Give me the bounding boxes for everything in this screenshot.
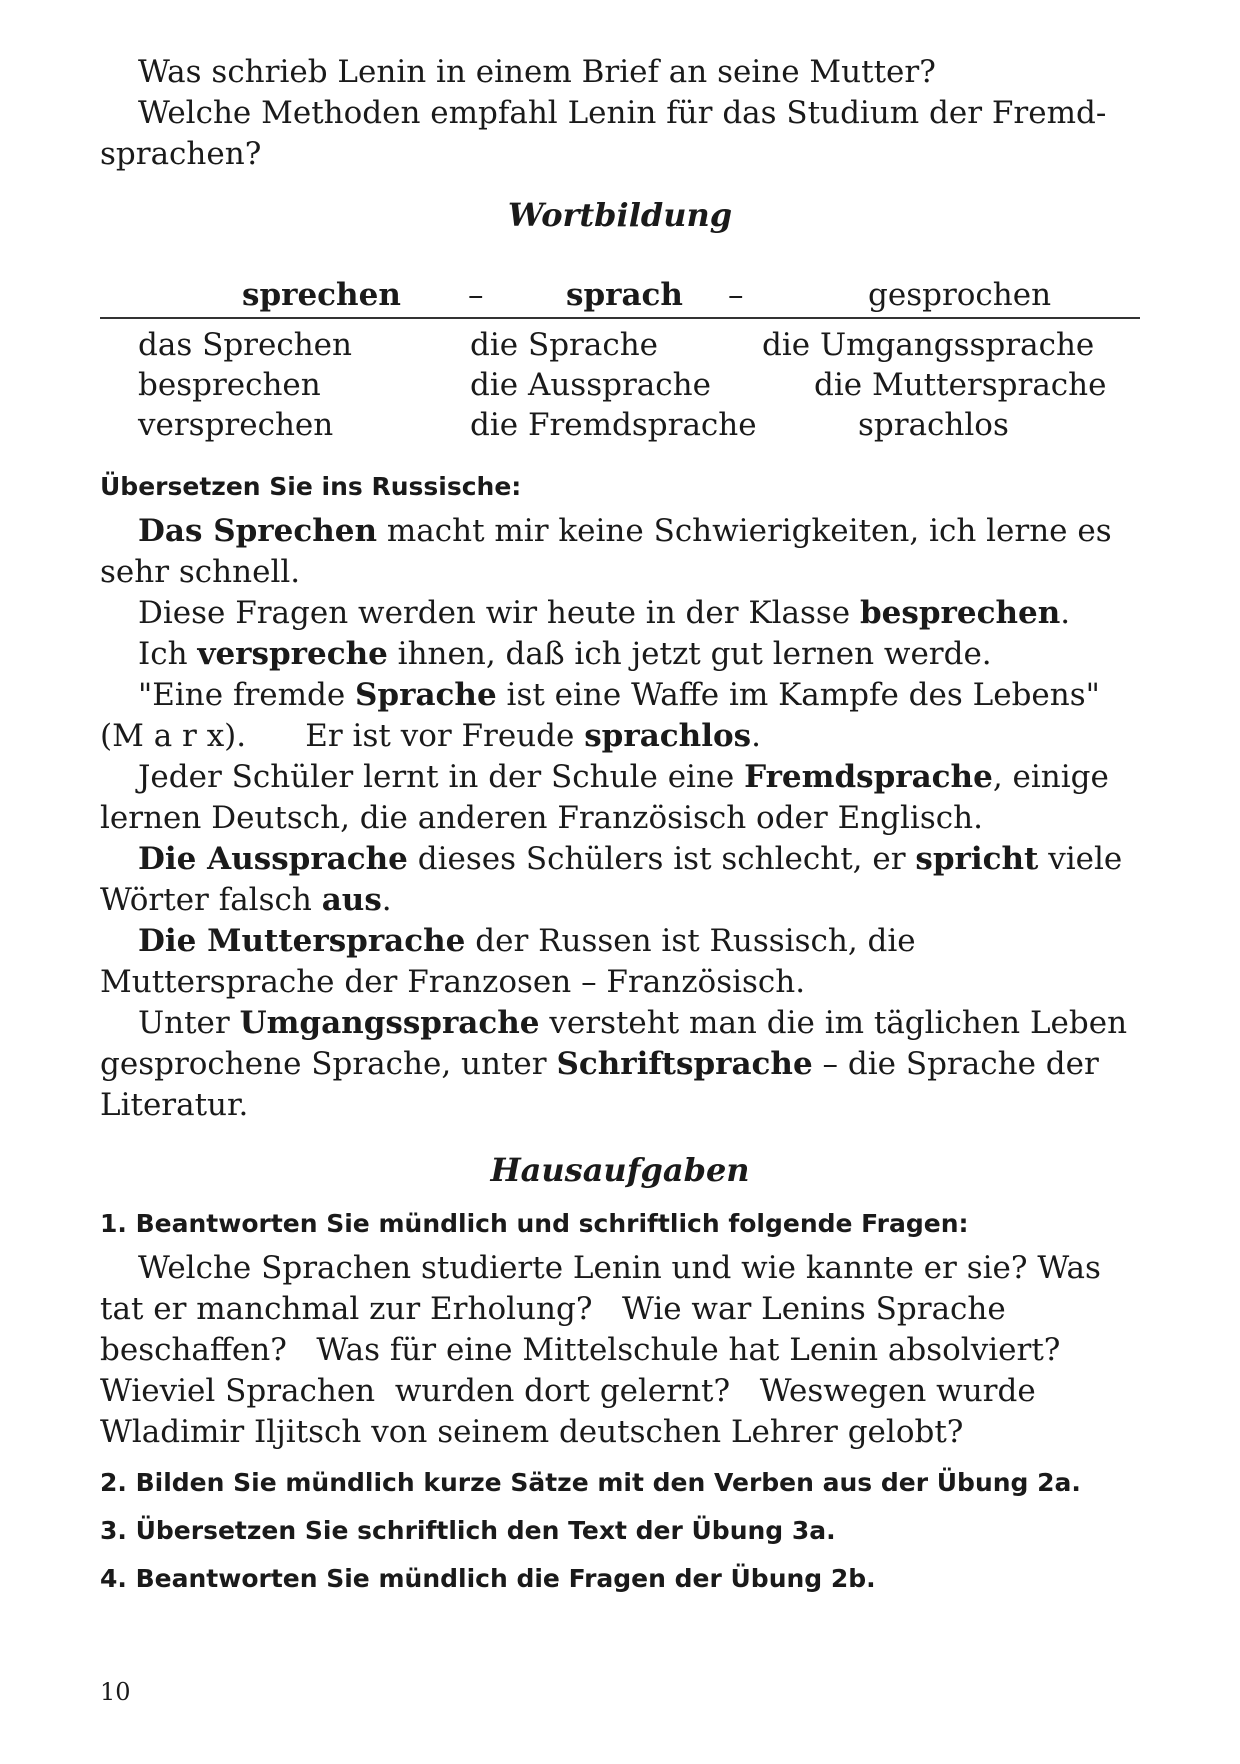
- homework-task-1-questions: Welche Sprachen studierte Lenin und wie kannte er sie? Was tat er manchmal zur Erholung? Wie war Lenins Sprache beschaffen? Was für eine Mittelschule hat Lenin absolviert? Wieviel Sprachen wurden dort gelernt? Weswegen wurde Wladimir Iljitsch von seinem deutschen Lehrer gelobt?: [100, 1250, 1111, 1450]
- sentence-text: .: [381, 882, 392, 918]
- sentence-text: .: [751, 718, 761, 754]
- homework-task-4: 4. Beantworten Sie mündlich die Fragen der Übung 2b.: [100, 1564, 876, 1593]
- col3-item: die Umgangssprache: [762, 327, 1095, 363]
- sentence-text: der Russen ist Russisch, die Muttersprache der Franzosen – Französisch.: [100, 923, 916, 1000]
- sentence-3: [100, 634, 1140, 675]
- col3-item: sprachlos: [858, 407, 1009, 443]
- dash-1: –: [468, 277, 484, 313]
- intro-question-2: Welche Methoden empfahl Lenin für das Studium der Fremd-sprachen?: [100, 95, 1107, 172]
- sentence-4: [100, 675, 1140, 757]
- sentence-text: dieses Schülers ist schlecht, er: [407, 841, 916, 877]
- col2-item: die Fremdsprache: [470, 407, 757, 443]
- sentence-text: Diese Fragen werden wir heute in der Klasse: [138, 595, 860, 631]
- sentence-text: Unter: [138, 1005, 240, 1041]
- homework-task-3: 3. Übersetzen Sie schriftlich den Text der Übung 3a.: [100, 1516, 836, 1545]
- col2-item: die Aussprache: [470, 367, 711, 403]
- intro-question-1: Was schrieb Lenin in einem Brief an seine Mutter?: [138, 54, 936, 90]
- page-number: 10: [100, 1678, 131, 1706]
- bold-term: Schriftsprache: [556, 1046, 813, 1082]
- sentence-8: [100, 1003, 1140, 1126]
- bold-term: spricht: [915, 841, 1039, 877]
- sentence-6: [100, 839, 1140, 921]
- task-uebersetzen: Übersetzen Sie ins Russische:: [100, 472, 522, 501]
- wortbildung-header-row: [100, 273, 1140, 319]
- word-gesprochen: gesprochen: [868, 277, 1052, 313]
- bold-term: Das Sprechen: [138, 513, 378, 549]
- sentence-text: ihnen, daß ich jetzt gut lernen werde.: [387, 636, 992, 672]
- col1-item: versprechen: [138, 407, 334, 443]
- col2-item: die Sprache: [470, 327, 659, 363]
- sentence-1: [100, 511, 1140, 593]
- sentence-text: Jeder Schüler lernt in der Schule eine: [138, 759, 745, 795]
- bold-term: verspreche: [197, 636, 388, 672]
- sentence-5: [100, 757, 1140, 839]
- bold-term: aus: [321, 882, 382, 918]
- word-sprechen: sprechen: [242, 277, 401, 313]
- bold-term: besprechen: [859, 595, 1061, 631]
- bold-term: Umgangssprache: [239, 1005, 540, 1041]
- bold-term: sprachlos: [584, 718, 752, 754]
- bold-term: Sprache: [355, 677, 497, 713]
- page-body: [100, 52, 1140, 1597]
- section-title-hausaufgaben: Hausaufgaben: [490, 1151, 750, 1189]
- dash-2: –: [728, 277, 744, 313]
- sentence-text: .: [1060, 595, 1071, 631]
- bold-term: Die Muttersprache: [138, 923, 466, 959]
- bold-term: Fremdsprache: [744, 759, 993, 795]
- sentence-text: versteht man die im täglichen Leben gesprochene Sprache, unter: [100, 1005, 1128, 1082]
- wortbildung-columns: [100, 325, 1140, 451]
- sentence-7: [100, 921, 1140, 1003]
- sentence-text: – die Sprache der Literatur.: [100, 1046, 1099, 1123]
- word-sprach: sprach: [566, 277, 683, 313]
- sentence-text: viele Wörter falsch: [100, 841, 1123, 918]
- col1-item: das Sprechen: [138, 327, 352, 363]
- bold-term: Die Aussprache: [138, 841, 408, 877]
- section-title-wortbildung: Wortbildung: [507, 196, 733, 234]
- sentence-text: , einige lernen Deutsch, die anderen Französisch oder Englisch.: [100, 759, 1109, 836]
- col1-item: besprechen: [138, 367, 321, 403]
- col3-item: die Muttersprache: [814, 367, 1107, 403]
- homework-task-1: 1. Beantworten Sie mündlich und schriftlich folgende Fragen:: [100, 1209, 969, 1238]
- homework-task-2: 2. Bilden Sie mündlich kurze Sätze mit den Verben aus der Übung 2a.: [100, 1468, 1081, 1497]
- sentence-text: Ich: [138, 636, 198, 672]
- sentence-text: "Eine fremde: [138, 677, 356, 713]
- sentence-text: macht mir keine Schwierigkeiten, ich lerne es sehr schnell.: [100, 513, 1112, 590]
- sentence-2: [100, 593, 1140, 634]
- sentence-text: ist eine Waffe im Kampfe des Lebens" (M a r x). Er ist vor Freude: [100, 677, 1110, 754]
